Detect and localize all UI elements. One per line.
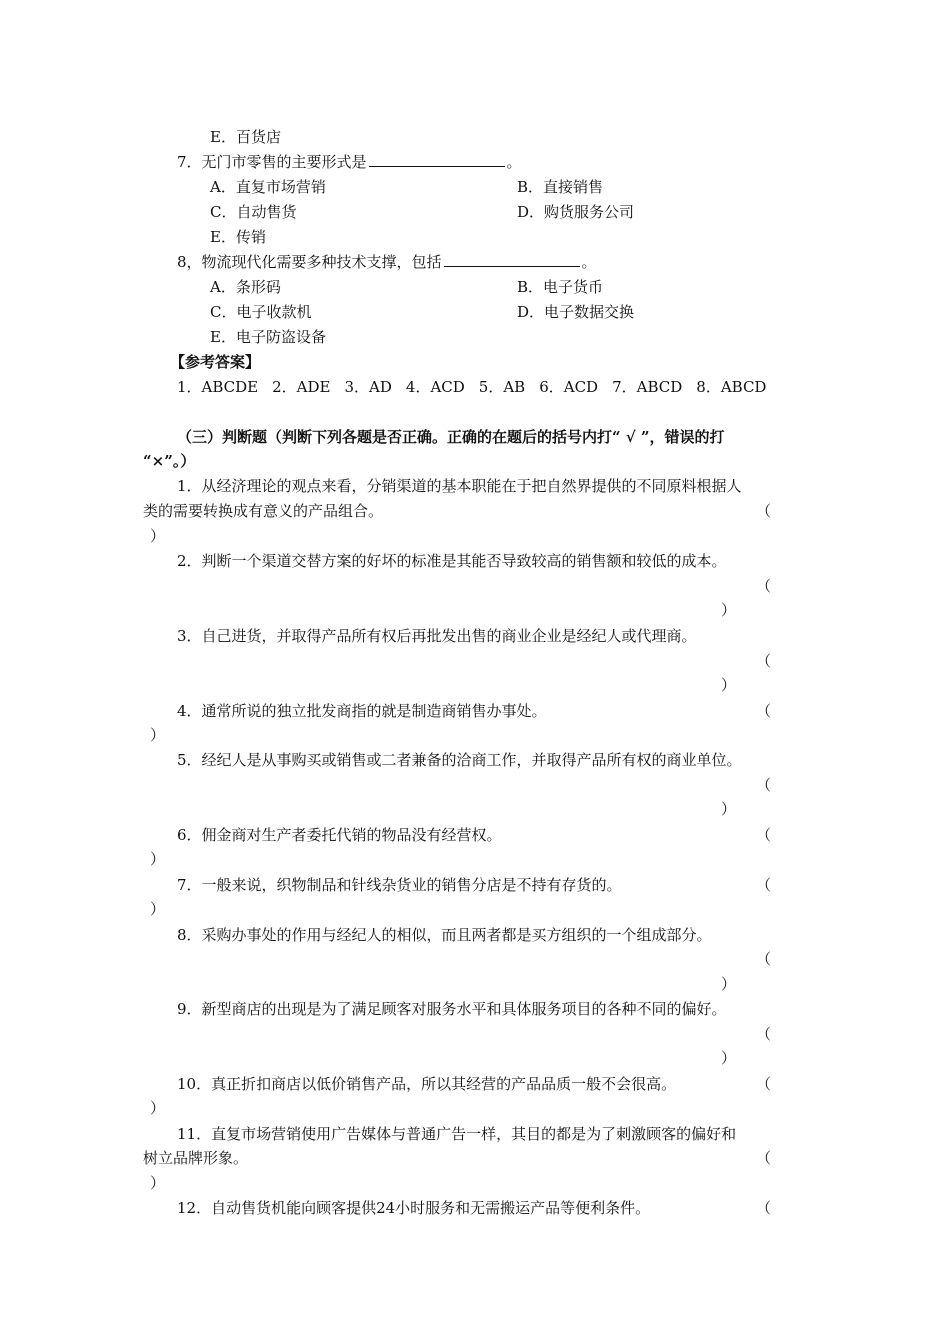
q6-option-e: E．百货店 — [210, 128, 281, 146]
section-title-line2: “×”。） — [143, 452, 196, 470]
judgment-11-line2: 树立品牌形象。 — [143, 1149, 249, 1167]
judgment-8-paren-open: （ — [756, 950, 772, 968]
answers-heading: 【参考答案】 — [170, 353, 261, 371]
answer-3: 3．AD — [344, 378, 392, 396]
q8-option-a: A．条形码 — [210, 278, 281, 296]
judgment-3-paren-open: （ — [756, 652, 772, 670]
judgment-12-paren-open: （ — [756, 1199, 772, 1217]
judgment-8-line1: 8．采购办事处的作用与经纪人的相似，而且两者都是买方组织的一个组成部分。 — [177, 926, 712, 944]
q8-option-b: B．电子货币 — [517, 278, 604, 296]
judgment-6-line1: 6．佣金商对生产者委托代销的物品没有经营权。 — [177, 826, 502, 844]
judgment-11-paren-open: （ — [756, 1149, 772, 1167]
q7-option-d: D．购货服务公司 — [517, 203, 635, 221]
judgment-2-paren-open: （ — [756, 577, 772, 595]
q8-stem: 8，物流现代化需要多种技术支撑，包括 — [177, 253, 442, 271]
q8-stem-line — [177, 252, 597, 272]
q8-option-d: D．电子数据交换 — [517, 303, 635, 321]
q8-option-c: C．电子收款机 — [210, 303, 312, 321]
q7-stem: 7．无门市零售的主要形式是 — [177, 153, 367, 171]
judgment-2-paren-close: ） — [721, 601, 737, 619]
judgment-1-paren-open: （ — [756, 502, 772, 520]
answer-2: 2．ADE — [272, 378, 331, 396]
answer-4: 4．ACD — [405, 378, 465, 396]
judgment-5-line1: 5．经纪人是从事购买或销售或二者兼备的洽商工作，并取得产品所有权的商业单位。 — [177, 751, 742, 769]
judgment-7-line1: 7．一般来说，织物制品和针线杂货业的销售分店是不持有存货的。 — [177, 876, 622, 894]
judgment-6-paren-open: （ — [756, 826, 772, 844]
q7-option-e: E．传销 — [210, 228, 266, 246]
judgment-7-paren-open: （ — [756, 876, 772, 894]
judgment-9-line1: 9．新型商店的出现是为了满足顾客对服务水平和具体服务项目的各种不同的偏好。 — [177, 1000, 727, 1018]
judgment-7-paren-close: ） — [150, 900, 166, 918]
q7-tail: 。 — [506, 153, 522, 171]
judgment-8-paren-close: ） — [721, 975, 737, 993]
q7-stem-line — [177, 152, 522, 172]
judgment-6-paren-close: ） — [150, 850, 166, 868]
judgment-1-line1: 1．从经济理论的观点来看，分销渠道的基本职能在于把自然界提供的不同原料根据人 — [177, 477, 742, 495]
q7-blank — [369, 152, 505, 167]
judgment-5-paren-open: （ — [756, 776, 772, 794]
judgment-9-paren-close: ） — [721, 1049, 737, 1067]
judgment-4-line1: 4．通常所说的独立批发商指的就是制造商销售办事处。 — [177, 702, 547, 720]
q8-tail: 。 — [581, 253, 597, 271]
judgment-11-line1: 11．直复市场营销使用广告媒体与普通广告一样，其目的都是为了刺激顾客的偏好和 — [177, 1125, 737, 1143]
q8-option-e: E．电子防盗设备 — [210, 328, 326, 346]
judgment-1-paren-close: ） — [150, 527, 166, 545]
judgment-11-paren-close: ） — [150, 1174, 166, 1192]
answers-line — [177, 377, 780, 397]
answer-8: 8．ABCD — [696, 378, 767, 396]
q7-option-a: A．直复市场营销 — [210, 178, 326, 196]
judgment-12-line1: 12．自动售货机能向顾客提供24小时服务和无需搬运产品等便利条件。 — [177, 1199, 651, 1217]
answer-6: 6．ACD — [539, 378, 599, 396]
judgment-4-paren-open: （ — [756, 702, 772, 720]
judgment-10-line1: 10．真正折扣商店以低价销售产品，所以其经营的产品品质一般不会很高。 — [177, 1075, 677, 1093]
q7-option-b: B．直接销售 — [517, 178, 604, 196]
judgment-1-line2: 类的需要转换成有意义的产品组合。 — [143, 502, 384, 520]
judgment-3-paren-close: ） — [721, 676, 737, 694]
judgment-3-line1: 3．自己进货，并取得产品所有权后再批发出售的商业企业是经纪人或代理商。 — [177, 627, 697, 645]
judgment-9-paren-open: （ — [756, 1025, 772, 1043]
section-title-line1: （三）判断题（判断下列各题是否正确。正确的在题后的括号内打“ √ ”，错误的打 — [177, 428, 725, 446]
judgment-4-paren-close: ） — [150, 726, 166, 744]
answer-5: 5．AB — [478, 378, 526, 396]
answer-7: 7．ABCD — [612, 378, 683, 396]
judgment-10-paren-close: ） — [150, 1099, 166, 1117]
answer-1: 1．ABCDE — [177, 378, 259, 396]
judgment-2-line1: 2．判断一个渠道交替方案的好坏的标准是其能否导致较高的销售额和较低的成本。 — [177, 552, 727, 570]
q8-blank — [444, 252, 580, 267]
judgment-10-paren-open: （ — [756, 1075, 772, 1093]
judgment-5-paren-close: ） — [721, 800, 737, 818]
q7-option-c: C．自动售货 — [210, 203, 297, 221]
